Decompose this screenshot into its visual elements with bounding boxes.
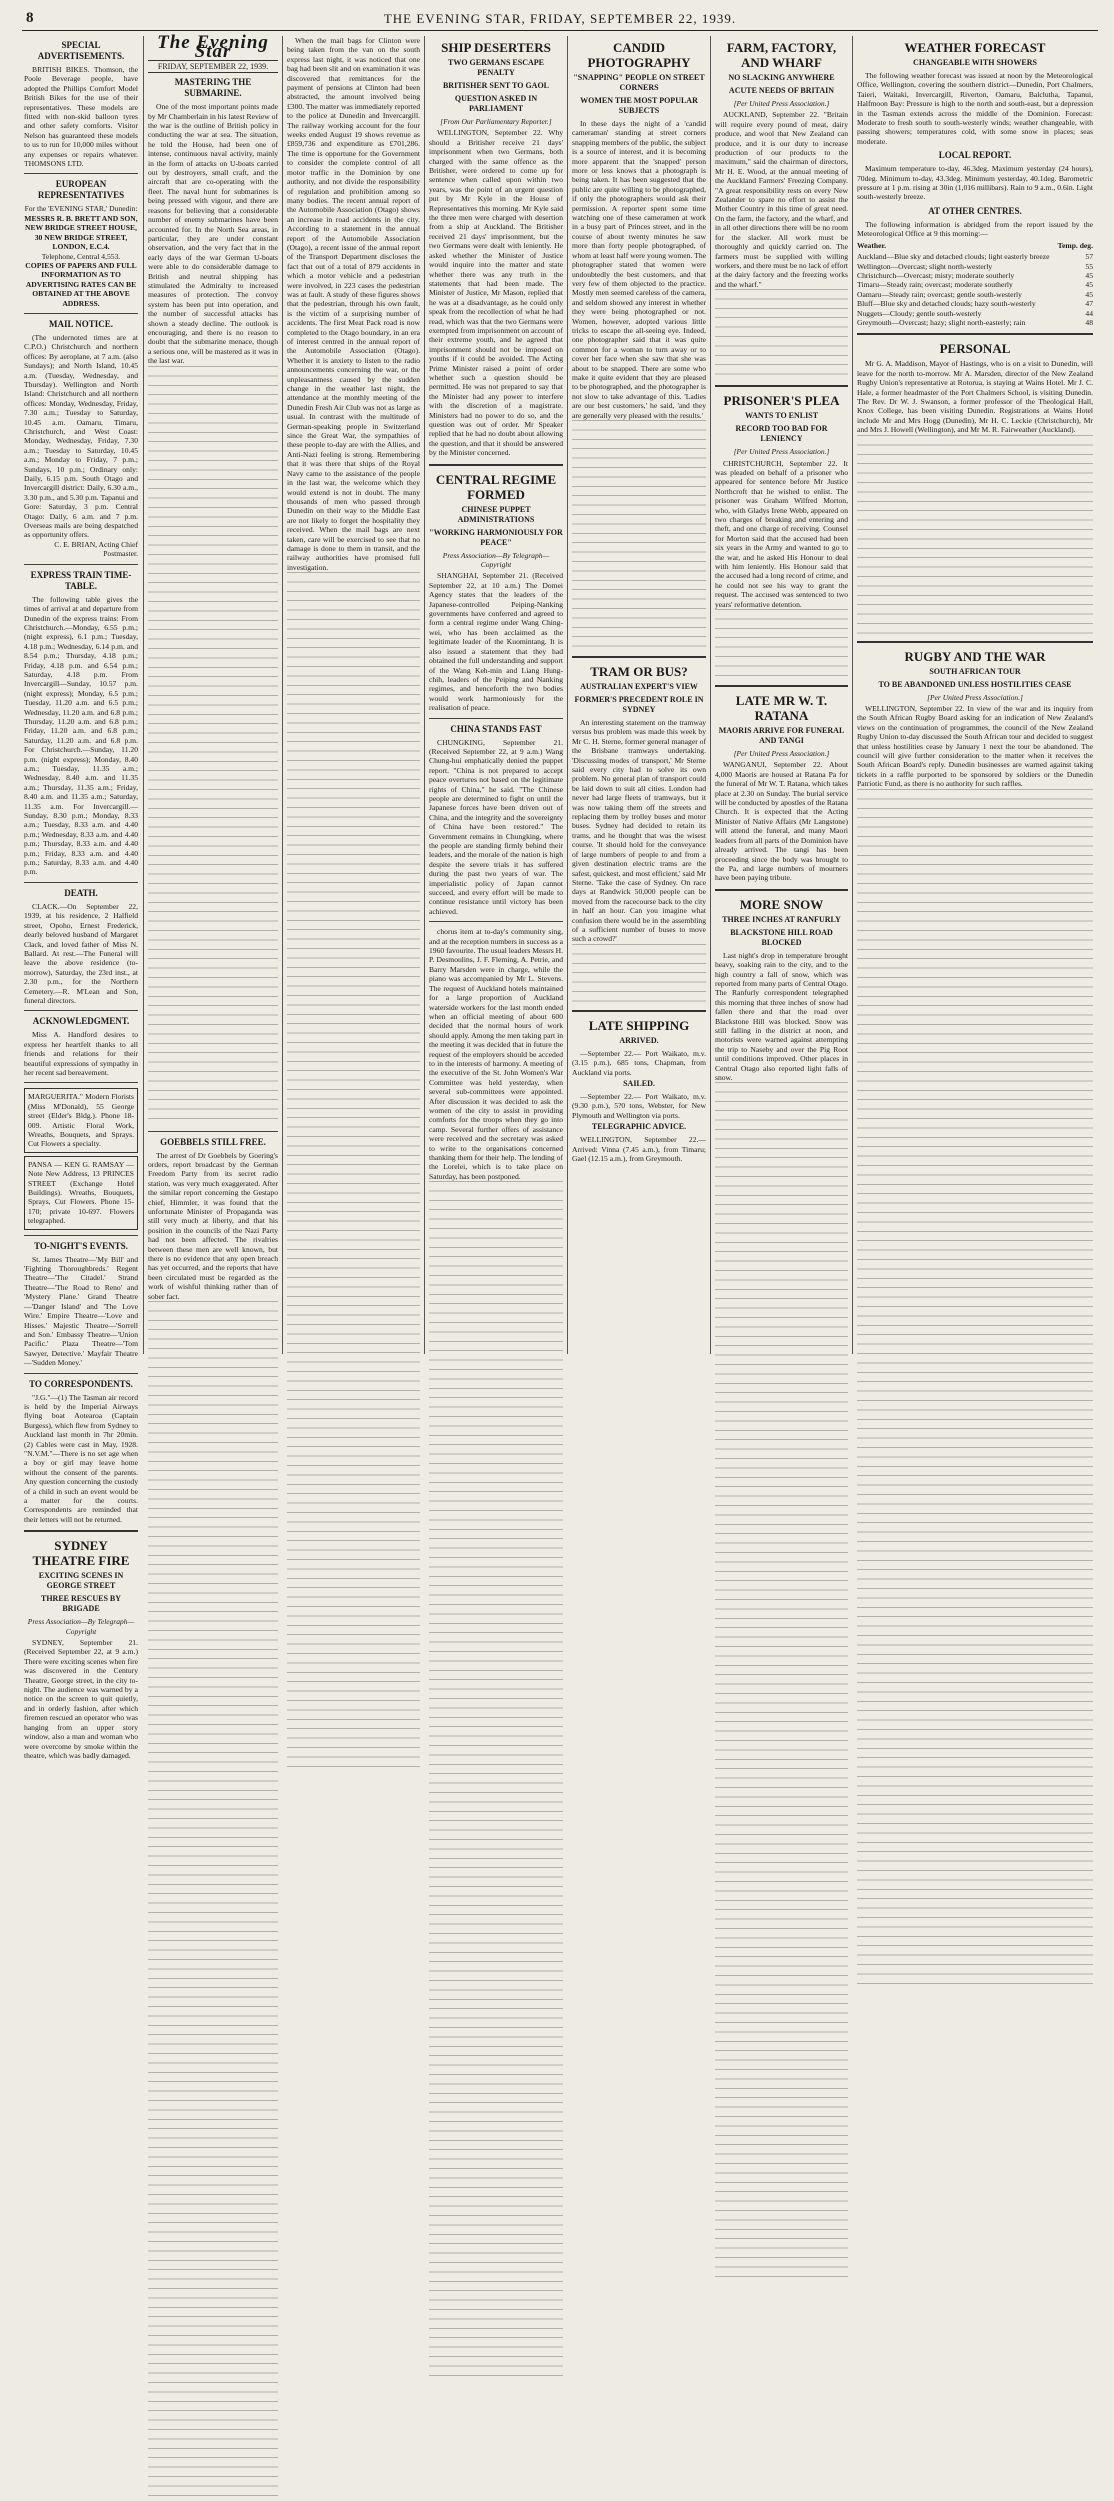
sailed-body: —September 22.— Port Waikato, m.v. (9.30 p.m.), 5?0 tons, Webster, for New Plymouth and Wellington via ports. <box>572 1091 706 1120</box>
news-paragraphs-continuation <box>287 572 420 1772</box>
central-regime-heading: CENTRAL REGIME FORMED <box>435 471 557 502</box>
more-snow-heading: MORE SNOW <box>739 896 824 912</box>
centre-weather: Christchurch—Overcast; misty; moderate southerly <box>857 270 1015 280</box>
ratana-credit: [Per United Press Association.] <box>733 749 830 759</box>
express-timetable-heading: EXPRESS TRAIN TIME-TABLE. <box>30 569 132 591</box>
british-bikes-ad: BRITISH BIKES. Thomson, the Poole Beverage people, have adopted the Phillips Comfort Model British Bikes for the use of their representatives. These models are fitted with non-skid balloon tyres and other safety comforts. Visitor Nelson has guaranteed these models to us to run for 10,000 miles without any expenses or repairs whatever. THOMSONS LTD. <box>24 65 138 169</box>
candid-photography-body: In these days the night of a 'candid cameraman' standing at street corners snapping members of the public, the subject is a source of interest, and it is becoming more apparent that the 'snapped' person more or less knows that a photograph is being taken. It has been suggested that the public are quite willing to be photographed, if only the photographers would ask their permission. A reporter spent some time watching one of these cameramen at work in a busy part of Princes street, and in the course of about twenty minutes he saw more than forty people photographed, of whom at least half were young women. The photographer stated that women were undoubtedly the best customers, and that very few of them objected to the practice. Mostly men seemed careless of the camera, and seldom showed any interest in whether they were being photographed or not. Women, however, adopted various little tricks to escape the all-seeing eye. Indeed, one photographer said that it was quite common for a woman to turn away or to cover her face when she saw that she was about to be snapped. There are some who make it quite evident that they are pleased to be photographed, and the photographer is not slow to take advantage of this. 'Ladies are our best customers,' he said, 'and they are generally very pleased with the results.' <box>572 119 706 420</box>
personal-continuation <box>857 435 1093 635</box>
column-rule <box>424 36 425 1354</box>
farm-factory-heading: FARM, FACTORY, AND WHARF <box>726 40 837 70</box>
centre-temp: 44 <box>1085 308 1093 318</box>
mail-notice-body: (The undernoted times are at C.P.O.) Christchurch and northern offices: By aeroplane, at 7 a.m. (also Sundays); and North Island, 10.45 a.m. (Tuesday, Wednesday, and Thursday). Wellington and North Island: Christchurch and all northern offices: Monday, Wednesday, Friday, 7.30 a.m.; Tuesday to Saturday, 10.45 a.m. Oamaru, Timaru, Christchurch, and West Coast: Monday, Wednesday, Friday, 7.30 a.m.; Tuesday to Saturday, 10.45 a.m.; Monday to Friday, 7 p.m.; Sundays, 10 p.m.; Ordinary only: Daily, 6.15 p.m. South Otago and Invercargill district: Daily, 6.30 a.m., 3.30 p.m., and 5.30 p.m. Tapanui and Gore: Saturday, 3 p.m. Central Otago: Daily, 6 a.m. and 7 p.m. Overseas mails are being despatched as opportunity offers. <box>24 332 138 540</box>
acknowledgment-heading: ACKNOWLEDGMENT. <box>32 1016 130 1027</box>
european-reps-telephone: Telephone, Central 4,553. <box>41 251 121 261</box>
centre-weather: Bluff—Blue sky and detached clouds; hazy south-westerly <box>857 299 1036 309</box>
goebbels-heading: GOEBBELS STILL FREE. <box>160 1136 266 1147</box>
european-reps-copies: COPIES OF PAPERS AND FULL INFORMATION AS TO ADVERTISING RATES CAN BE OBTAINED AT THE ABOVE ADDRESS. <box>25 260 137 308</box>
tram-or-bus-subheading-2: FORMER'S PRECEDENT ROLE IN SYDNEY <box>574 695 704 714</box>
farm-factory-subheading-2: ACUTE NEEDS OF BRITAIN <box>728 86 835 95</box>
farm-factory-subheading: NO SLACKING ANYWHERE <box>728 73 835 82</box>
weather-column-label: Weather. <box>857 240 887 250</box>
news-paragraphs: When the mail bags for Clinton were being taken from the van on the south express last night, it was noticed that one bag had been slit and on examination it was discovered that remittances for the payment of pensions at Clinton had been abstracted, the amount involved being £300. The matter was immediately reported to the police at Dunedin and Invercargill. The railway working account for the four weeks ended August 19 shows revenue as £859,736 and expenditure as £701,286. The time is opportune for the Government to consider the complete control of all motor traffic in the Dominion by one authority, and not divide the responsibility of regulation and prohibition among so many bodies. The recent annual report of the Automobile Association (Otago) shows an increase in road accidents in the city. According to a statement in the annual report of the Automobile Association (Otago), a recent issue of the annual report of the Transport Department discloses the fact that out of a total of 879 accidents in which a motor vehicle and a pedestrian were involved, in 223 cases the pedestrian was at fault. A study of these figures shows that the pedestrian, through his own fault, is the victim of a surprising number of accidents. The first Meat Pack road is now completed to the Otago boundary, in an era of interest centred in the annual report of the Automobile Association (Otago). Whether it is anxiety to listen to the radio announcements concerning the war, or the unpleasantness caused by the sudden change in the weather last night, the attendance at the monthly meeting of the Dunedin Fresh Air Club was not as large as usual. In contrast with the multitude of German-speaking people in Switzerland since the Great War, the sympathies of these people to-day are with the Allies, and Anti-Nazi feeling is strong. Remembering that it was there that ships of the Royal Navy came to the assistance of the people in the last war, the welcome which they would extend is not in doubt. The many thousands of men who passed through Dunedin on their way to the Middle East are not likely to forget the hospitality they received. When the mail bags are next taken, care will be exercised to see that no damage is done to them in transit, and the railway authorities have promised full investigation. <box>287 36 420 572</box>
sydney-fire-heading: SYDNEY THEATRE FIRE <box>32 1538 130 1569</box>
farm-factory-body: AUCKLAND, September 22. "Britain will require every pound of meat, dairy produce, and wool that New Zealand can produce, and it is our duty to increase production of our products to the maximum," said the chairman of directors, Mr H. E. Wood, at the annual meeting of the Auckland Farmers' Freezing Company. "A great responsibility rests on every New Zealander to spare no effort to assist the Mother Country in this time of great need. On the farm, the factory, and the wharf, and in all other directions there will be no room for the slacker. All work must be thoroughly and quickly carried on. The farmers must be supplied with willing workers, and there must be no lack of effort at the dairy factory and the freezing works and the wharf." <box>715 110 848 289</box>
rugby-war-subheading: SOUTH AFRICAN TOUR <box>929 666 1021 676</box>
centre-row <box>857 271 1093 280</box>
centre-temp: 57 <box>1085 252 1093 262</box>
other-centres-list <box>857 252 1093 327</box>
page-masthead <box>22 8 1098 31</box>
tram-or-bus-continuation <box>572 944 706 1004</box>
other-centres-intro: The following information is abridged from the report issued by the Meteorological Office at 9 this morning:— <box>857 219 1093 239</box>
telegraphic-advice-body: WELLINGTON, September 22.—Arrived: Vinna (7.45 a.m.), from Timaru; Gael (12.15 a.m.), from Greymouth. <box>572 1135 706 1163</box>
editorial-date: FRIDAY, SEPTEMBER 22, 1939. <box>148 60 278 73</box>
centre-weather: Wellington—Overcast; slight north-westerly <box>857 261 993 271</box>
tonight-events-body: St. James Theatre—'My Bill' and 'Fighting Thoroughbreds.' Regent Theatre—'The Citadel.' Strand Theatre—'The Road to Reno' and 'Mystery Plane.' Grand Theatre—'Danger Island' and 'The Love Wire.' Empire Theatre—'Love and Hisses.' Majestic Theatre—'Sorrell and Son.' Embassy Theatre—'Union Pacific.' Plaza Theatre—'Tom Sawyer, Detective.' Mayfair Theatre—'Sudden Money.' <box>24 1254 138 1368</box>
centre-temp: 47 <box>1085 299 1093 309</box>
editorial-heading: MASTERING THE SUBMARINE. <box>174 77 252 99</box>
china-stands-body: CHUNGKING, September 21. (Received September 22, at 9 a.m.) Wang Chung-hui emphatically denied the puppet report. "China is not prepared to accept peace overtures not based on the legitimate rights of China," he said. "The Chinese people are determined to fight on until the Japanese forces have been driven out of China, and the integrity and the sovereignty of China have been restored." The Government remains in Chungking, where the people are standing firmly behind their leaders, and the morale of the nation is high despite the severe trials it has suffered during the past two years of war. The imperialistic policy of Japan cannot succeed, and every effort will be made to continue resistance until victory has been achieved. <box>429 737 563 916</box>
correspondents-heading: TO CORRESPONDENTS. <box>29 1378 133 1389</box>
other-centres-heading: AT OTHER CENTRES. <box>928 205 1022 216</box>
ship-deserters-subheading: TWO GERMANS ESCAPE PENALTY <box>447 58 544 77</box>
tram-or-bus-body: An interesting statement on the tramway versus bus problem was made this week by Mr C. H. Sterne, former general manager of the Brisbane tramways undertaking. 'Discussing modes of transport,' Mr Sterne said every city had to solve its own problem. No general plan of transport could be laid down to suit all cities. London had never had large fleets of tramways, but it was now taking them off the streets and replacing them by trolley buses and motor buses. Sydney had decided to retain its trams, and he thought that was the wisest course. 'It should hold for the conveyance of large numbers of people to and from a given destination electric trams are the safest, quickest, and most efficient,' said Mr Sterne. 'Take the case of Sydney. On race days at Randwick 50,000 people can be moved from the racecourse back to the city in half an hour. Can you imagine what confusion there would be in the assembling of a sufficient number of buses to move such a crowd?' <box>572 718 706 944</box>
column-1 <box>24 36 138 1760</box>
column-rule <box>282 36 283 1354</box>
mail-notice-heading: MAIL NOTICE. <box>48 318 113 329</box>
rugby-war-heading: RUGBY AND THE WAR <box>904 648 1046 664</box>
column-7 <box>857 36 1093 1354</box>
other-centres-header-row <box>857 241 1093 250</box>
tram-or-bus-heading: TRAM OR BUS? <box>590 664 688 679</box>
centre-temp: 55 <box>1085 261 1093 271</box>
editorial-text-continuation <box>148 366 278 1126</box>
sydney-fire-body: SYDNEY, September 21. (Received September 22, at 9 a.m.) There were exciting scenes when fire was discovered in the Century Theatre, George street, in the city to-night. The audience was warned by a notice on the screen to quit quietly, and in orderly fashion, after which firemen rescued an operator who was hanging from an upper story window, also a man and woman who were overcome by smoke within the theatre, which was badly damaged. <box>24 1638 138 1760</box>
mail-notice-signature: C. E. BRIAN, Acting Chief Postmaster. <box>54 539 138 559</box>
tonight-events-heading: TO-NIGHT'S EVENTS. <box>34 1240 128 1251</box>
death-heading: DEATH. <box>64 887 98 898</box>
prisoners-plea-subheading: WANTS TO ENLIST <box>744 411 819 421</box>
arrived-label: ARRIVED. <box>619 1035 659 1045</box>
centre-row <box>857 280 1093 289</box>
centre-weather: Oamaru—Steady rain; overcast; gentle south-westerly <box>857 289 1022 299</box>
sydney-fire-subheading: EXCITING SCENES IN GEORGE STREET <box>38 1571 124 1591</box>
local-news-continuation <box>429 1181 563 2381</box>
goebbels-text-continuation <box>148 1301 278 2501</box>
ship-deserters-heading: SHIP DESERTERS <box>441 40 551 55</box>
china-stands-heading: CHINA STANDS FAST <box>450 723 542 734</box>
rugby-war-continuation <box>857 789 1093 1989</box>
evening-star-logo: The Evening Star <box>157 32 269 63</box>
special-ads-heading: SPECIAL ADVERTISEMENTS. <box>37 40 125 61</box>
centre-weather: Nuggets—Cloudy; gentle south-westerly <box>857 308 982 318</box>
centre-row <box>857 252 1093 261</box>
european-reps-heading: EUROPEAN REPRESENTATIVES <box>37 179 125 201</box>
centre-weather: Timaru—Steady rain; overcast; moderate southerly <box>857 280 1013 290</box>
farm-factory-continuation <box>715 289 848 379</box>
european-reps-for: For the 'EVENING STAR,' Dunedin: <box>24 204 138 214</box>
centre-temp: 48 <box>1085 317 1093 327</box>
column-6 <box>715 36 848 1354</box>
column-3 <box>287 36 420 1354</box>
death-notice: CLACK.—On September 22, 1939, at his residence, 2 Halfield street, Opoho, Ernest Frederick, dearly beloved husband of Margaret Clack, and loved father of Miss N. Ballard. At rest.—The Funeral will leave the above residence (to-morrow), Saturday, the 23rd inst., at 2.30 p.m., for the Northern Cemetery.—R. M'Lean and Son, funeral directors. <box>24 901 138 1005</box>
centre-temp: 45 <box>1085 280 1093 290</box>
farm-factory-credit: [Per United Press Association.] <box>733 99 830 108</box>
column-2 <box>148 32 278 1354</box>
candid-photography-subheading: "SNAPPING" PEOPLE ON STREET CORNERS <box>573 73 705 92</box>
central-regime-credit: Press Association—By Telegraph—Copyright <box>442 550 550 570</box>
weather-forecast-heading: WEATHER FORECAST <box>904 40 1046 55</box>
temp-column-label: Temp. deg. <box>1057 240 1093 250</box>
ratana-heading: LATE MR W. T. RATANA <box>735 693 828 724</box>
centre-weather: Auckland—Blue sky and detached clouds; light easterly breeze <box>857 252 1050 262</box>
centre-weather: Greymouth—Overcast; hazy; slight north-easterly; rain <box>857 317 1026 327</box>
candid-photography-continuation <box>572 420 706 650</box>
acknowledgment-body: Miss A. Handford desires to express her heartfelt thanks to all friends and relations for their beautiful expressions of sympathy in her recent sad bereavement. <box>24 1030 138 1077</box>
european-reps-firm: MESSRS R. B. BRETT AND SON, NEW BRIDGE STREET HOUSE, 30 NEW BRIDGE STREET, LONDON, E.C.4. <box>24 213 138 252</box>
sydney-fire-subheading-2: THREE RESCUES BY BRIGADE <box>40 1594 122 1614</box>
arrived-body: —September 22.— Port Waikato, m.v. (3.15 p.m.), 685 tons, Chapman, from Auckland via ports. <box>572 1048 706 1077</box>
sydney-fire-credit: Press Association—By Telegraph—Copyright <box>27 1617 135 1636</box>
newspaper-title: THE EVENING STAR, FRIDAY, SEPTEMBER 22, 1939. <box>383 11 737 26</box>
centre-row <box>857 299 1093 308</box>
correspondents-body: "J.G."—(1) The Tasman air record is held by the Imperial Airways flying boat Aotearoa (Captain Burgess), which flew from Sydney to Auckland last month in 7hr 20min. (2) Cables were cast in May, 1928. "N.V.M."—There is no set age when a boy or girl may leave home without the consent of the parents. Any question concerning the custody of a child in such an event would be a matter for the courts. Correspondents are reminded that their letters will not be returned. <box>24 1392 138 1524</box>
column-rule <box>143 36 144 1354</box>
personal-body: Mr G. A. Maddison, Mayor of Hastings, who is on a visit to Dunedin, will leave for the north to-morrow. Mr A. Marsden, director of the New Zealand Rugby Union's representative at Rotorua, is staying at Wains Hotel. Mr J. C. Hale, a former headmaster of the Port Chalmers School, is visiting Dunedin. The Rev. Dr W. J. Swanson, a former professor of the Theological Hall, Knox College, has been visiting Dunedin. Registrations at Wains Hotel include Mr and Mrs Hogg (Dunedin), Mr H. C. Leckie (Christchurch), Mr and Mrs J. Howell (Wellington), and Mr M. R. Fairweather (Auckland). <box>857 359 1093 435</box>
column-5 <box>572 36 706 1354</box>
more-snow-subheading: THREE INCHES AT RANFURLY <box>722 914 841 924</box>
ratana-body: WANGANUI, September 22. About 4,000 Maoris are housed at Ratana Pa for the funeral of Mr W. T. Ratana, which takes place at 2.30 on Sunday. The burial service will be conducted by apostles of the Ratana Church. It is expected that the Acting Minister of Native Affairs (Mr Langstone) will attend the funeral, and many Maori leaders from all parts of the Dominion have already arrived. The tangi has been proceeding since the body was brought to the Pa, and large numbers of mourners have been paying tribute. <box>715 760 848 883</box>
column-4 <box>429 36 563 1354</box>
centre-row <box>857 309 1093 318</box>
central-regime-body: SHANGHAI, September 21. (Received September 22, at 10 a.m.) The Domei Agency states that the leaders of the Japanese-controlled Peiping-Nanking governments have conferred and agreed to form a central regime under Wang Ching-wei, who has been acclaimed as the legitimate leader of the Kuomintang. It is also issued a statement that they had obtained the full understanding and support of the Wang Keh-min and Liang Hung-chih, leaders of the Peiping and Nanking regimes, and henceforth the two bodies would work harmoniously for the realisation of peace. <box>429 571 563 713</box>
ratana-subheading: MAORIS ARRIVE FOR FUNERAL AND TANGI <box>718 726 845 746</box>
telegraphic-advice-label: TELEGRAPHIC ADVICE. <box>591 1122 687 1132</box>
local-report-body: Maximum temperature to-day, 46.3deg. Maximum yesterday (24 hours), 70deg. Minimum to-day, 43.3deg. Minimum yesterday, 40.1deg. Barometric pressure at 1 p.m. rising at 30in (1,016 millibars). Rain to 9 a.m., 0.6in. Light south-westerly breeze. <box>857 164 1093 202</box>
column-rule <box>567 36 568 1354</box>
page-number: 8 <box>26 10 35 26</box>
pansa-florist-ad: PANSA — KEN G. RAMSAY — Note New Address, 13 PRINCES STREET (Exchange Hotel Buildings). Wreaths, Bouquets, Sprays, Cut Flowers. Phone 15-170; private 10-697. Flowers telegraphed. <box>24 1156 138 1230</box>
central-regime-subheading: CHINESE PUPPET ADMINISTRATIONS <box>457 504 535 524</box>
local-report-heading: LOCAL REPORT. <box>938 150 1012 161</box>
prisoners-plea-credit: [Per United Press Association.] <box>733 447 830 457</box>
ship-deserters-body: WELLINGTON, September 22. Why should a Britisher receive 21 days' imprisonment when two Germans, both charged with the same offence as the Britisher, were ordered to come up for sentence when called upon within two years, was the point of an urgent question put by Mr Kyle in the House of Representatives this morning. Mr Kyle said the three men were charged with desertion from a ship at Auckland. The Britisher received 21 days' imprisonment, but the two Germans were dealt with leniently. He asked whether the Minister of Justice would inquire into the matter and state whether there was any truth in the statements that had been made. The Minister of Justice, Mr Mason, replied that he was at a disadvantage, as he could only speak from the recollection of what he had read, which was that the two Germans were exempted from imprisonment on account of their extreme youth, and he agreed that imprisonment should not be imposed on youths if it could be avoided. The Acting Prime Minister raised a point of order whether such a question should be permitted. He was not prepared to say that the Minister had any power to interfere with the discretion of a magistrate. Ministers had no power to do so, and the question was out of order. Mr Speaker replied that he had no doubt about allowing the question, and that it should be answered by the Minister concerned. <box>429 128 563 458</box>
more-snow-body: Last night's drop in temperature brought heavy, soaking rain to the city, and to the high country a fall of snow, which was reported from many parts of Central Otago. The Ranfurly correspondent telegraphed this morning that three inches of snow had fallen there and that the road over Blackstone Hill was blocked. Snow was still falling in the district at noon, and motorists were warned against attempting the trip to Naseby and over the Pig Root until conditions improved. Other places in Central Otago also reported light falls of snow. <box>715 950 848 1082</box>
ship-deserters-subheading-2: BRITISHER SENT TO GAOL <box>442 81 550 90</box>
prisoners-plea-heading: PRISONER'S PLEA <box>723 393 840 409</box>
prisoners-plea-body: CHRISTCHURCH, September 22. It was pleaded on behalf of a prisoner who appeared for sentence before Mr Justice Northcroft that he wished to enlist. The prisoner was Graham Wilfred Morton, who, with Gladys Irene Webb, appeared on two charges of breaking and entering and theft, and one charge of receiving. Counsel for Morton said that the accused had been six years in the Army and wanted to go to the war, and he asked His Honour to deal with him leniently. His Honour said that the accused had a long record of crime, and he could not see his way to grant the request. The accused was sentenced to two years' reformative detention. <box>715 458 848 609</box>
tram-or-bus-subheading: AUSTRALIAN EXPERT'S VIEW <box>580 682 698 691</box>
editorial-body: One of the most important points made by Mr Chamberlain in his latest Review of the war is the outline of British policy in conducting the war at sea. The situation, he told the House, had been one of intense, continuous naval activity, mainly in the form of attacks on U-boats carried out by destroyers, small craft, and the aircraft that are co-operating with the fleet. The naval hunt for submarines is being pressed with vigour, and there are reasons for believing that a considerable number of enemy submarines have been accounted for. In the North Sea areas, in particular, they are under constant observation, and the very fact that in the early days of the war German U-boats were able to do considerable damage to British and neutral shipping has stimulated the Admiralty to increased measures of protection. The convoy system has been put into operation, and the number of successful attacks has shown a steady decline. The outlook is encouraging, and there is no reason to doubt that the submarine menace, though a serious one, will be mastered as it was in the last war. <box>148 102 278 366</box>
more-snow-subheading-2: BLACKSTONE HILL ROAD BLOCKED <box>730 927 833 947</box>
ship-deserters-subheading-3: QUESTION ASKED IN PARLIAMENT <box>454 94 538 113</box>
weather-forecast-body: The following weather forecast was issued at noon by the Meteorological Office, Wellington, covering the southern district—Dunedin, Port Chalmers, Taieri, Waitaki, Invercargill, Riverton, Oamaru, Balclutha, Tapanui, Halfmoon Bay: Pressure is high to the north and south-east, but a depression in the Tasman extends across the middle of the Dominion. Forecast: Moderate to fresh south to south-westerly winds; weather changeable, with passing showers; temperatures cold, with some snow in places; seas moderate. <box>857 71 1093 146</box>
column-rule <box>852 36 853 1354</box>
ship-deserters-credit: [From Our Parliamentary Reporter.] <box>440 117 552 126</box>
prisoners-plea-subheading-2: RECORD TOO BAD FOR LENIENCY <box>735 424 828 444</box>
centre-temp: 45 <box>1085 289 1093 299</box>
weather-forecast-subheading: CHANGEABLE WITH SHOWERS <box>913 58 1037 67</box>
centre-row <box>857 262 1093 271</box>
candid-photography-heading: CANDID PHOTOGRAPHY <box>587 40 691 70</box>
late-shipping-heading: LATE SHIPPING <box>588 1017 690 1033</box>
rugby-war-credit: [Per United Press Association.] <box>927 692 1023 702</box>
centre-temp: 45 <box>1085 270 1093 280</box>
rugby-war-body: WELLINGTON, September 22. In view of the war and its inquiry from the South African Rugby Board asking for an indication of New Zealand's views on the continuation of programmes, the council of the New Zealand Rugby Union to-day discussed the South African tour and decided to suggest that unless hostilities cease by January 1 next the tour be abandoned. The council will give further consideration to the matter when it receives the South African Board's reply. Dunedin businesses are warned against taking tickets in a raffle purported to be sponsored by soldiers or the Dunedin Patriotic Fund, as there is no authority for such raffles. <box>857 704 1093 789</box>
personal-heading: PERSONAL <box>939 341 1011 357</box>
sailed-label: SAILED. <box>623 1078 655 1088</box>
marguerita-florist-ad: MARGUERITA." Modern Florists (Miss M'Donald), 55 George street (Elder's Bldg.). Phone 18-009. Artistic Floral Work, Wreaths, Bouquets, and Sprays. Cut Flowers a specialty. <box>24 1088 138 1152</box>
prisoners-plea-continuation <box>715 609 848 679</box>
centre-row <box>857 290 1093 299</box>
express-timetable-body: The following table gives the times of arrival at and departure from Dunedin of the express trains: From Christchurch.—Monday, 6.55 p.m.; (night express), 6.1 p.m.; Tuesday, 4.18 p.m.; Wednesday, 6.14 p.m. and 8.54 p.m.; Thursday, 4.18 p.m.; Friday, 4.18 p.m. and 6.54 p.m.; Saturday, 4.18 p.m. From Invercargill—Sunday, 10.57 p.m. (night express); Monday, 6.5 p.m.; Tuesday, 11.20 a.m. and 6.5 p.m.; Wednesday, 11.20 a.m. and 6.8 p.m.; Thursday, 11.20 a.m. and 6.8 p.m.; Friday, 11.20 a.m. and 6.8 p.m.; Saturday, 11.20 a.m. and 6.8 p.m. For Christchurch.—Sunday, 11.20 p.m. (night express); Monday, 8.40 a.m.; Tuesday, 11.35 a.m.; Wednesday, 8.40 a.m. and 11.35 a.m.; Thursday, 11.35 a.m.; Friday, 8.40 a.m. and 11.35 a.m.; Saturday, 11.35 a.m. For Invercargill.—Sunday, 8.30 p.m.; Monday, 8.33 a.m.; Tuesday, 8.33 a.m. and 4.40 p.m.; Wednesday, 8.33 a.m. and 4.40 p.m.; Thursday, 8.33 a.m. and 4.40 p.m.; Friday, 8.33 a.m. and 4.40 p.m.; Saturday, 8.33 a.m. and 4.40 p.m. <box>24 594 138 877</box>
local-news-body: chorus item at to-day's community sing, and at the reception numbers in success as a 1960 favourite. The usual leaders Messrs H. P. Desmoulins, J. F. Fleming, A. Petrie, and Barry Marsden were in charge, while the piano was accompanied by Mr L. Stevens. The request of Auckland hotels maintained for a large proportion of Auckland waterside workers for the last month ended when an official meeting of about 600 decided that the normal hours of work should apply. Among the men taking part in the meeting it was decided that in future the request of the employers should be acceded to in the interests of harmony. A meeting of the executive of the St. John Women's War Committee was held yesterday, when several sub-committees were appointed. After discussion it was decided to ask the women of the city to assist in providing comforts for the troops when they go into camp. Several further offers of assistance were received and the secretary was asked to write to the organisations concerned thanking them for their help. The lending of the Lorelei, which is to take place on Saturday, has been postponed. <box>429 927 563 1181</box>
goebbels-body: The arrest of Dr Goebbels by Goering's orders, report broadcast by the German Freedom Party from its secret radio station, was very much exaggerated. After the similar report concerning the Gestapo chief, Himmler, it was found that the unfortunate Minister of Propaganda was still very much at liberty, and that his position in the councils of the Nazi Party had not been affected. The rivalries between these men are well known, but there is no evidence that any open breach has yet occurred, and the reports that have been circulated must be regarded as the work of wishful thinking rather than of sober fact. <box>148 1150 278 1301</box>
central-regime-subheading-2: "WORKING HARMONIOUSLY FOR PEACE" <box>429 527 563 547</box>
candid-photography-subheading-2: WOMEN THE MOST POPULAR SUBJECTS <box>580 96 698 115</box>
column-rule <box>710 36 711 1354</box>
rugby-war-subheading-2: TO BE ABANDONED UNLESS HOSTILITIES CEASE <box>878 679 1072 689</box>
centre-row <box>857 318 1093 327</box>
more-snow-continuation <box>715 1082 848 2282</box>
